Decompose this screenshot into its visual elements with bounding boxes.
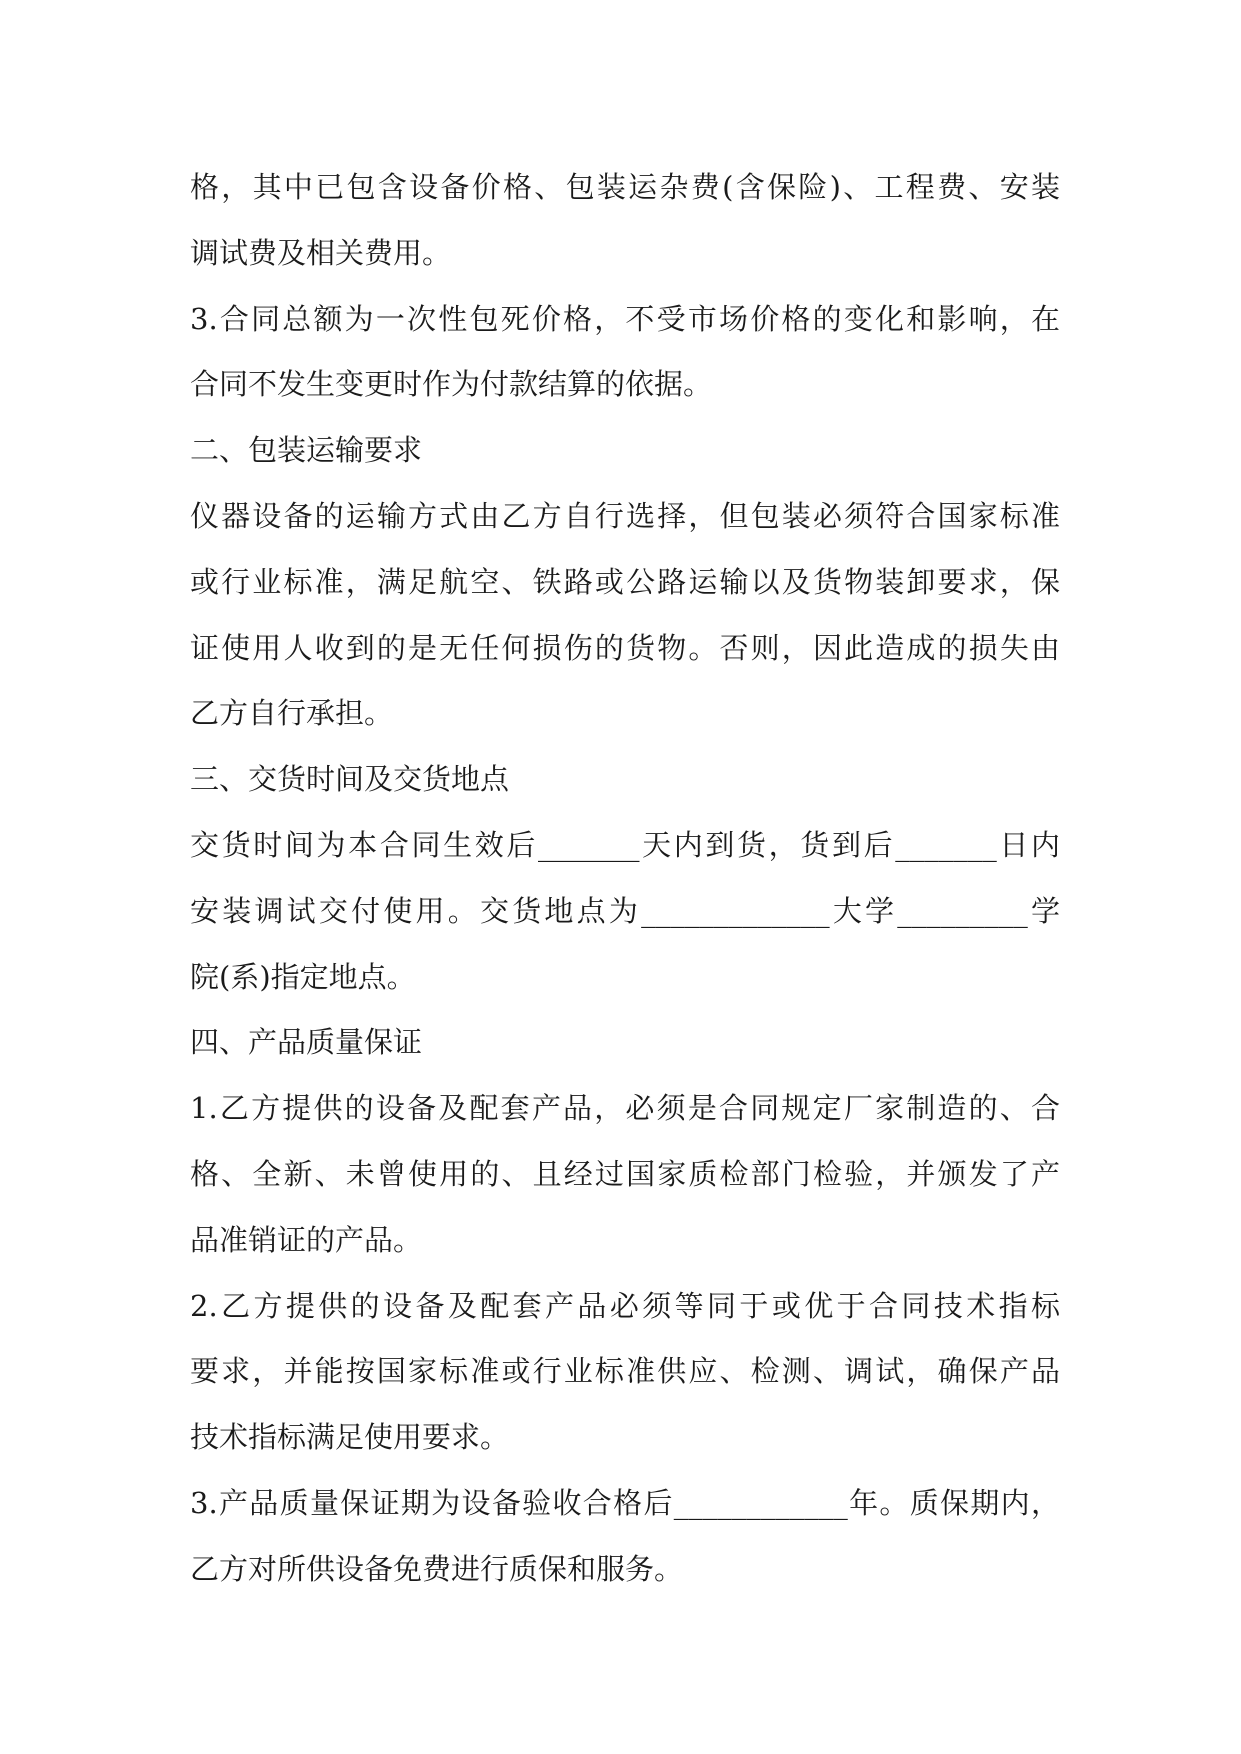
- text-line: 格、全新、未曾使用的、且经过国家质检部门检验，并颁发了产: [190, 1156, 1060, 1191]
- text-line: 要求，并能按国家标准或行业标准供应、检测、调试，确保产品: [190, 1354, 1060, 1389]
- text-line: 乙方对所供设备免费进行质保和服务。: [190, 1551, 684, 1586]
- text-line: 或行业标准，满足航空、铁路或公路运输以及货物装卸要求，保: [190, 564, 1060, 599]
- text-line: 2.乙方提供的设备及配套产品必须等同于或优于合同技术指标: [190, 1288, 1060, 1323]
- text-line: 安装调试交付使用。交货地点为_____________大学_________学: [190, 893, 1060, 928]
- text-line: 乙方自行承担。: [190, 696, 394, 731]
- text-line: 技术指标满足使用要求。: [190, 1420, 510, 1455]
- text-line: 合同不发生变更时作为付款结算的依据。: [190, 367, 713, 402]
- document-page: [190, 155, 1060, 1603]
- text-line: 3.合同总额为一次性包死价格，不受市场价格的变化和影响，在: [190, 301, 1060, 336]
- text-line: 二、包装运输要求: [190, 433, 423, 468]
- text-line: 1.乙方提供的设备及配套产品，必须是合同规定厂家制造的、合: [190, 1091, 1060, 1126]
- text-line: 调试费及相关费用。: [190, 235, 452, 270]
- text-line: 证使用人收到的是无任何损伤的货物。否则，因此造成的损失由: [190, 630, 1060, 665]
- text-line: 四、产品质量保证: [190, 1025, 423, 1060]
- text-line: 仪器设备的运输方式由乙方自行选择，但包装必须符合国家标准: [190, 498, 1060, 533]
- text-line: 院(系)指定地点。: [190, 959, 416, 994]
- text-line: 交货时间为本合同生效后_______天内到货，货到后_______日内: [190, 827, 1060, 862]
- text-line: 3.产品质量保证期为设备验收合格后____________年。质保期内，: [190, 1485, 1060, 1520]
- text-line: 品准销证的产品。: [190, 1222, 423, 1257]
- text-line: 三、交货时间及交货地点: [190, 762, 510, 797]
- text-line: 格，其中已包含设备价格、包装运杂费(含保险)、工程费、安装: [190, 170, 1060, 204]
